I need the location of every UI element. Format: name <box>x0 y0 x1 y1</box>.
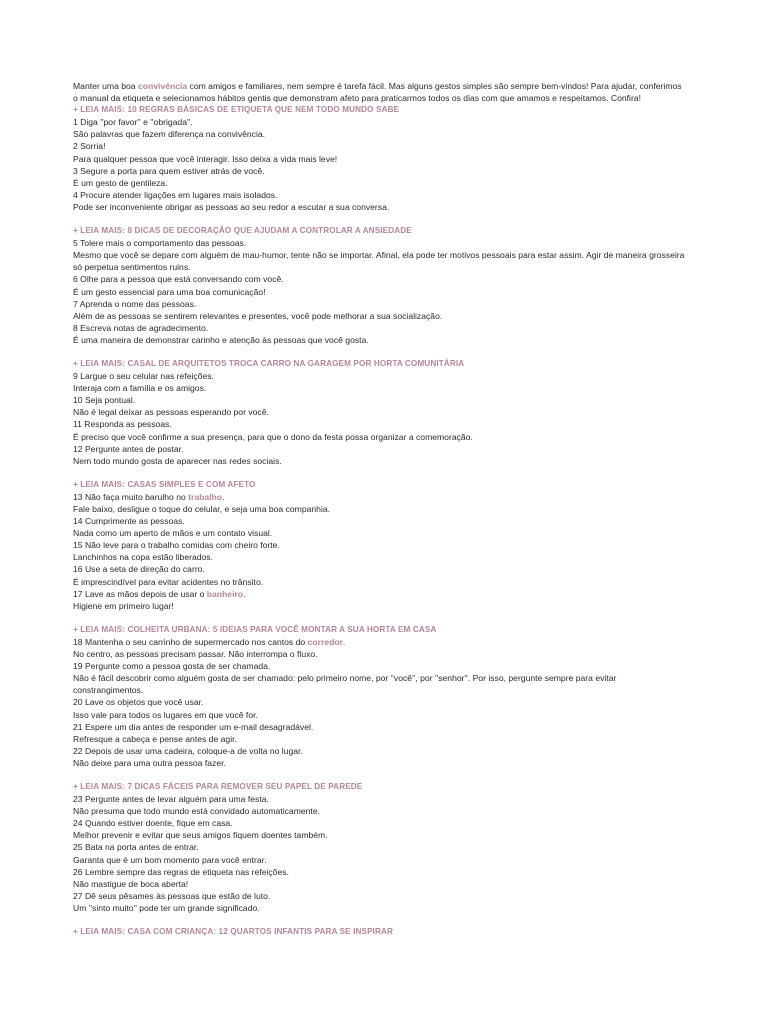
tips-section <box>73 624 688 769</box>
tips-section <box>73 358 688 467</box>
tip-line: 7 Aprenda o nome das pessoas. <box>73 298 197 309</box>
tip-line: 19 Pergunte como a pessoa gosta de ser chamada. <box>73 661 271 672</box>
tips-section <box>73 479 688 612</box>
tip-line: 26 Lembre sempre das regras de etiqueta nas refeições. <box>73 866 289 877</box>
tip-line: Interaja com a família e os amigos. <box>73 383 207 394</box>
tips-section <box>73 104 688 213</box>
tip-line: É imprescindível para evitar acidentes no trânsito. <box>73 576 264 587</box>
tip-line: É um gesto de gentileza. <box>73 177 168 188</box>
tip-line: 3 Segure a porta para quem estiver atrás de você. <box>73 165 265 176</box>
inline-link[interactable]: banheiro <box>206 588 244 599</box>
inline-link[interactable]: trabalho <box>188 491 223 502</box>
tip-line: Higiene em primeiro lugar! <box>73 600 174 611</box>
tip-line: É preciso que você confirme a sua presença, para que o dono da festa possa organizar a comemoração. <box>73 431 473 442</box>
tip-line: 22 Depois de usar uma cadeira, coloque-a de volta no lugar. <box>73 745 303 756</box>
tip-line: 27 Dê seus pêsames às pessoas que estão de luto. <box>73 890 271 901</box>
tip-line: Fale baixo, desligue o toque do celular, e seja uma boa companhia. <box>73 504 331 514</box>
tip-line-text: 17 Lave as mãos depois de usar o <box>73 588 207 599</box>
tip-line: Nem todo mundo gosta de aparecer nas redes sociais. <box>73 455 282 466</box>
tip-line: Refresque a cabeça e pense antes de agir. <box>73 733 237 744</box>
tip-line: 4 Procure atender ligações em lugares mais isolados. <box>73 189 278 200</box>
tip-line: Não mastigue de boca aberta! <box>73 878 189 889</box>
tip-line: Além de as pessoas se sentirem relevantes e presentes, você pode melhorar a sua socialização. <box>73 310 443 321</box>
tip-line: Não deixe para uma outra pessoa fazer. <box>73 757 226 768</box>
tip-line: Garanta que é um bom momento para você entrar. <box>73 854 267 865</box>
intro-text-after: com amigos e familiares, nem sempre é tarefa fácil. Mas alguns gestos simples são sempre bem-vindos! Para ajudar, conferimos o manual da etiqueta e selecionamos hábitos gentis que demonstram afeto para praticarmos todos os dias com que amamos e respeitamos. Confira! <box>73 81 682 104</box>
tip-line: 15 Não leve para o trabalho comidas com cheiro forte. <box>73 540 280 551</box>
tip-line: 21 Espere um dia antes de responder um e-mail desagradável. <box>73 721 314 732</box>
tip-line-punctuation: . <box>243 588 246 599</box>
tip-line: 1 Diga ''por favor'' e ''obrigada''. <box>73 117 193 128</box>
tip-line: 2 Sorria! <box>73 141 106 152</box>
tip-line: É uma maneira de demonstrar carinho e atenção às pessoas que você gosta. <box>73 334 369 345</box>
tip-line: 23 Pergunte antes de levar alguém para uma festa. <box>73 794 269 805</box>
tips-section <box>73 225 688 346</box>
tip-line: Não é legal deixar as pessoas esperando por você. <box>73 407 269 418</box>
tip-line <box>73 588 688 600</box>
tip-line-text: 18 Mantenha o seu carrinho de supermercado nos cantos do <box>73 636 308 647</box>
leia-mais-link[interactable]: + LEIA MAIS: 8 DICAS DE DECORAÇÃO QUE AJUDAM A CONTROLAR A ANSIEDADE <box>73 226 412 236</box>
tips-section <box>73 781 688 914</box>
tip-line-text: 13 Não faça muito barulho no <box>73 491 189 502</box>
leia-mais-link[interactable]: + LEIA MAIS: 7 DICAS FÁCEIS PARA REMOVER SEU PAPEL DE PAREDE <box>73 781 363 791</box>
tip-line: 14 Cumprimente as pessoas. <box>73 516 185 527</box>
tip-line: Melhor prevenir e evitar que seus amigos fiquem doentes também. <box>73 830 328 841</box>
tip-line: 5 Tolere mais o comportamento das pessoas. <box>73 238 247 249</box>
intro-paragraph <box>73 80 688 104</box>
tip-line: Não presuma que todo mundo está convidado automaticamente. <box>73 806 320 817</box>
tip-line: Mesmo que você se depare com alguém de mau-humor, tente não se importar. Afinal, ela pode ter motivos pessoais para estar assim. Agir de maneira grosseira só perpetua sentimentos ruins. <box>73 250 685 273</box>
tip-line: No centro, as pessoas precisam passar. Não interrompa o fluxo. <box>73 649 318 660</box>
tips-section <box>73 926 688 938</box>
tip-line: Para qualquer pessoa que você interagir. Isso deixa a vida mais leve! <box>73 153 338 164</box>
leia-mais-link[interactable]: + LEIA MAIS: 10 REGRAS BÁSICAS DE ETIQUETA QUE NEM TODO MUNDO SABE <box>73 105 400 115</box>
tip-line-punctuation: . <box>342 636 346 647</box>
tip-line: 11 Responda as pessoas. <box>73 419 172 430</box>
inline-link[interactable]: corredor <box>307 636 343 647</box>
tip-line: É um gesto essencial para uma boa comunicação! <box>73 286 266 297</box>
tip-line <box>73 636 688 648</box>
tip-line: 12 Pergunte antes de postar. <box>73 443 184 454</box>
tip-line-punctuation: . <box>222 491 225 502</box>
tip-line: Lanchinhos na copa estão liberados. <box>73 552 213 563</box>
tip-line: São palavras que fazem diferença na convivência. <box>73 129 266 140</box>
tip-line: Nada como um aperto de mãos e um contato visual. <box>73 528 273 539</box>
tip-line: 9 Largue o seu celular nas refeições. <box>73 371 214 382</box>
leia-mais-link[interactable]: + LEIA MAIS: CASA COM CRIANÇA: 12 QUARTOS INFANTIS PARA SE INSPIRAR <box>73 927 394 936</box>
tip-line: 6 Olhe para a pessoa que está conversando com você. <box>73 274 284 285</box>
tips-list <box>73 104 688 938</box>
tip-line: 16 Use a seta de direção do carro. <box>73 564 205 575</box>
tip-line: Isso vale para todos os lugares em que você for. <box>73 709 258 720</box>
tip-line <box>73 491 688 503</box>
tip-line: 24 Quando estiver doente, fique em casa. <box>73 818 233 829</box>
tip-line: Não é fácil descobrir como alguém gosta de ser chamado: pelo primeiro nome, por ''você'', por ''senhor''. Por isso, pergunte sempre para evitar constrangimentos. <box>73 673 617 696</box>
link-convivencia[interactable]: convivência <box>137 81 188 91</box>
intro-text-before: Manter uma boa <box>73 81 138 91</box>
tip-line: 20 Lave os objetos que você usar. <box>73 697 204 708</box>
leia-mais-link[interactable]: + LEIA MAIS: CASAS SIMPLES E COM AFETO <box>73 479 256 489</box>
tip-line: Um ''sinto muito'' pode ter um grande significado. <box>73 902 260 913</box>
leia-mais-link[interactable]: + LEIA MAIS: COLHEITA URBANA: 5 IDEIAS PARA VOCÊ MONTAR A SUA HORTA EM CASA <box>73 624 437 634</box>
tip-line: 8 Escreva notas de agradecimento. <box>73 322 209 333</box>
article-body <box>73 80 688 938</box>
leia-mais-link[interactable]: + LEIA MAIS: CASAL DE ARQUITETOS TROCA CARRO NA GARAGEM POR HORTA COMUNITÁRIA <box>73 358 465 368</box>
tip-line: Pode ser inconveniente obrigar as pessoas ao seu redor a escutar a sua conversa. <box>73 201 390 212</box>
tip-line: 10 Seja pontual. <box>73 395 136 406</box>
tip-line: 25 Bata na porta antes de entrar. <box>73 842 199 853</box>
